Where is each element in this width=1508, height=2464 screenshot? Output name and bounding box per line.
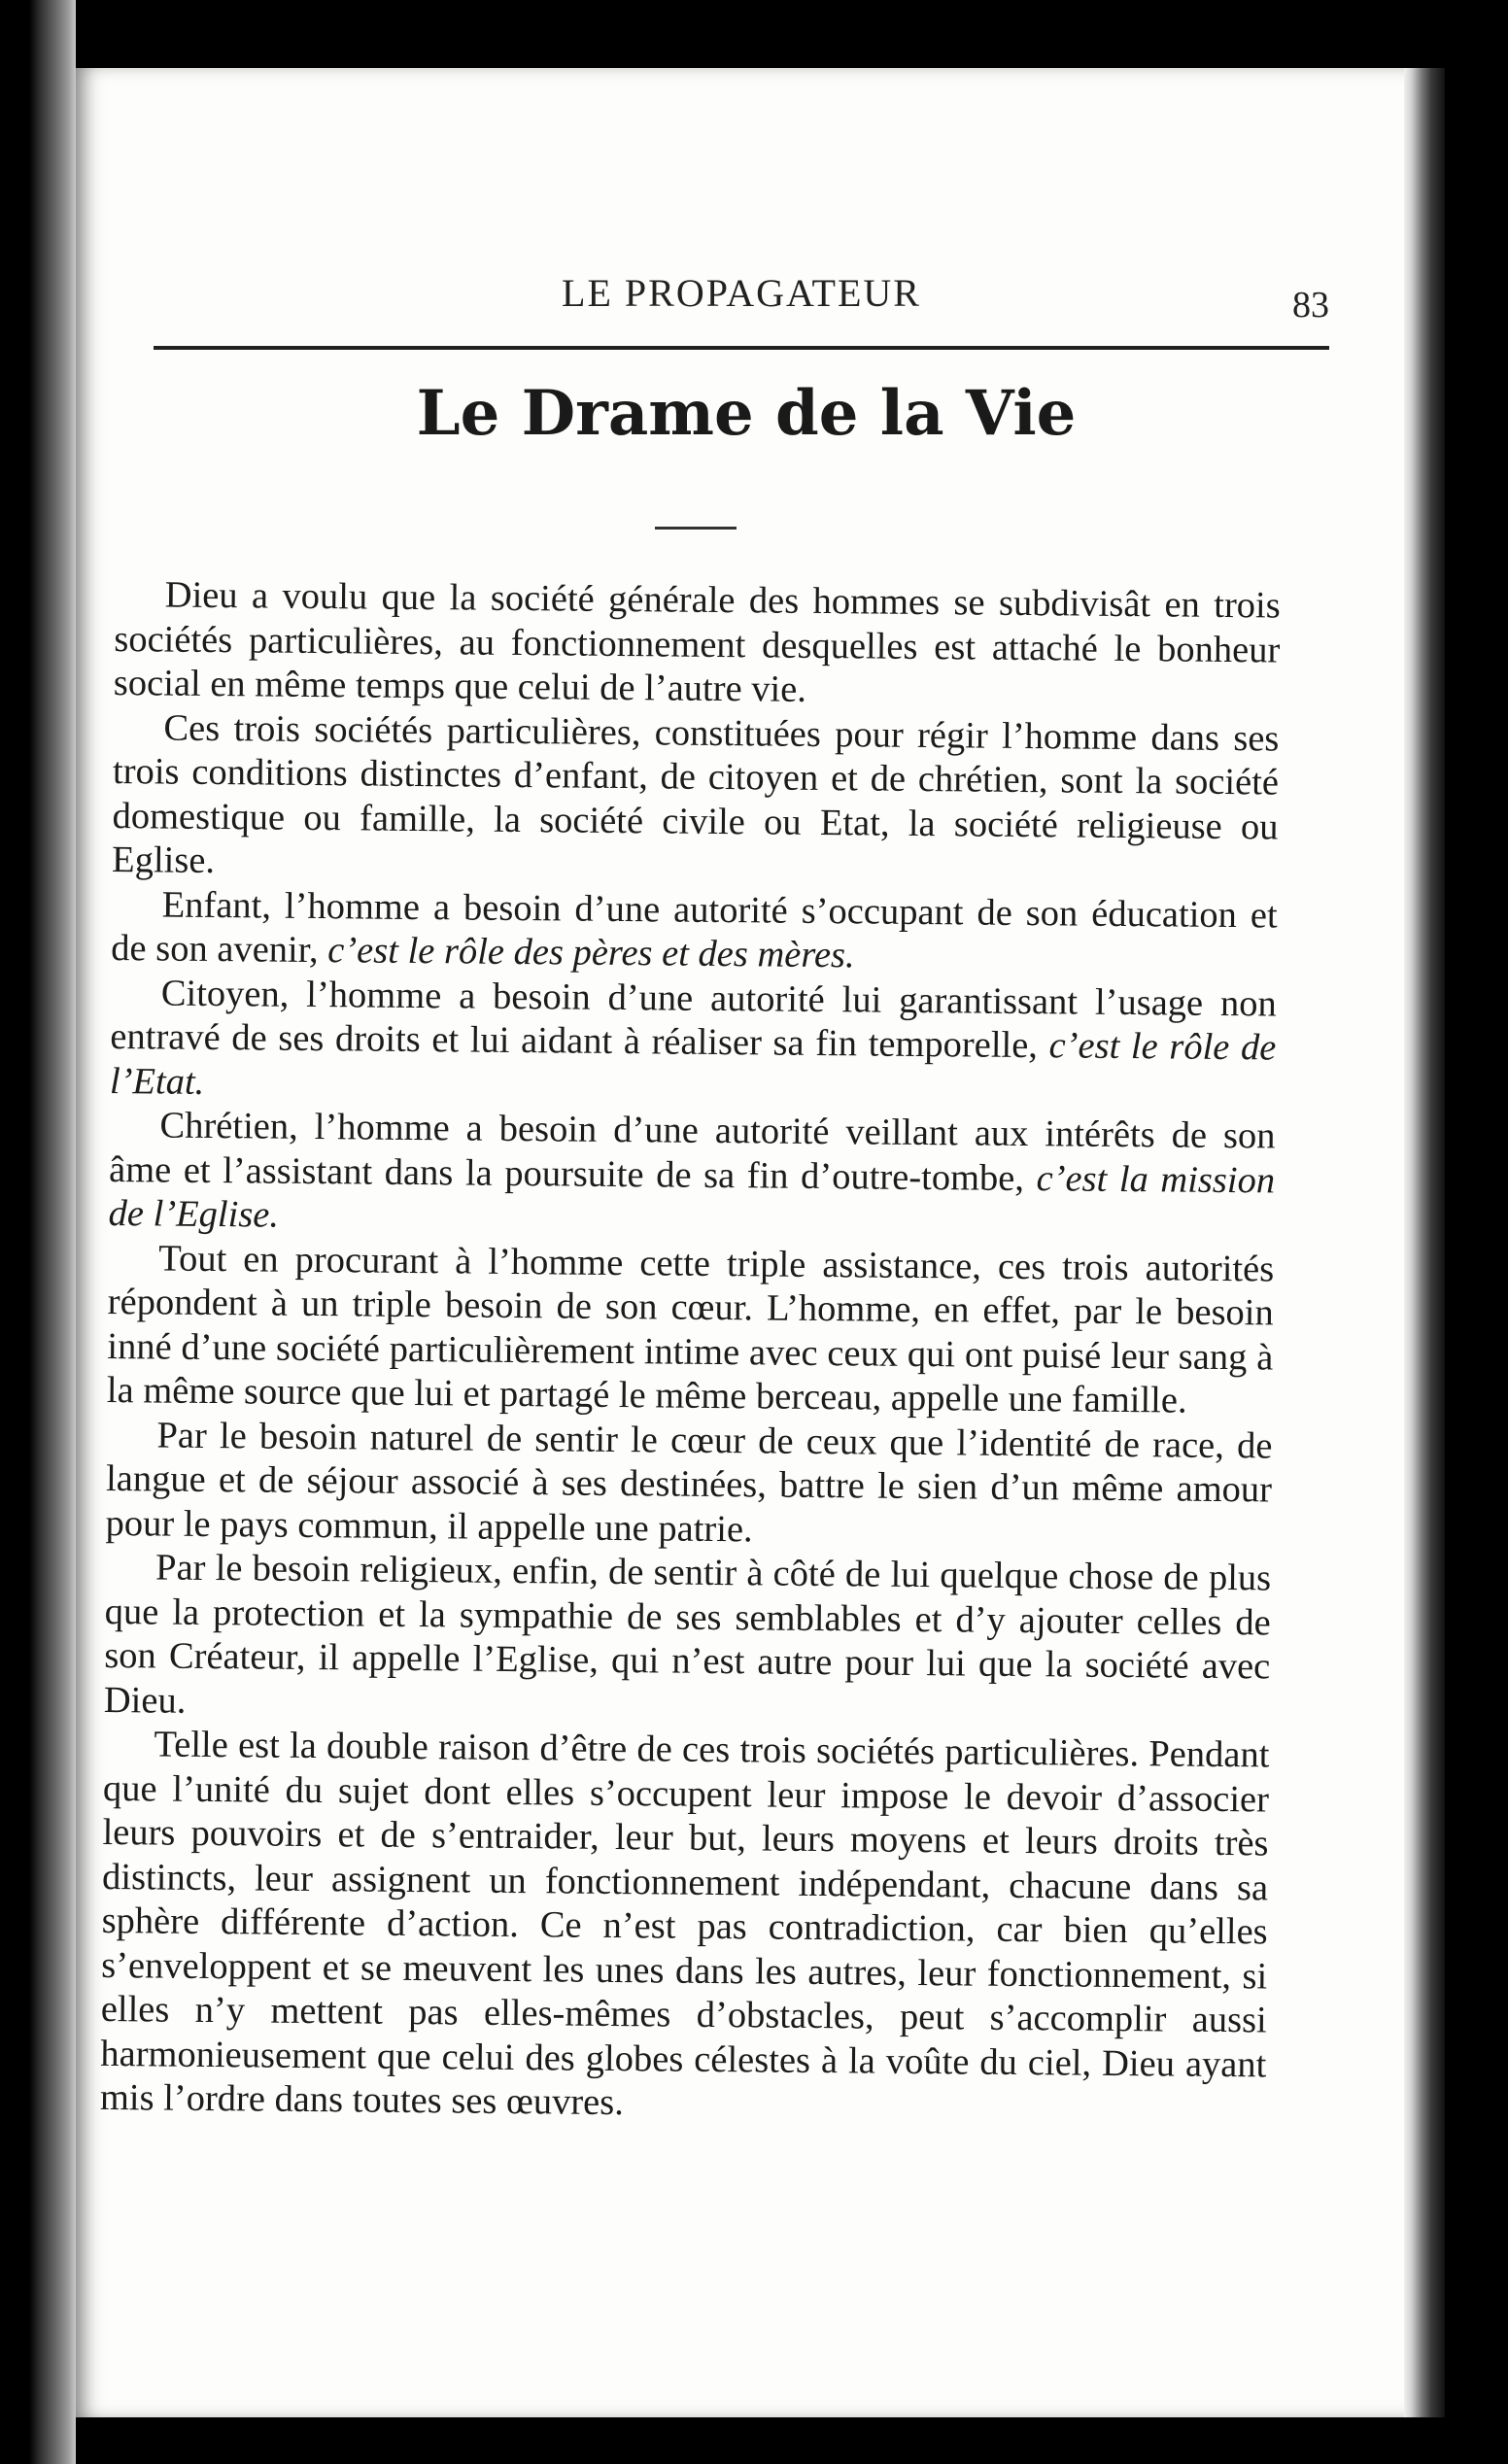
paragraph: Par le besoin religieux, enfin, de sentir à côté de lui quelque chose de plus que la protection et la sympathie de ses semblables et d’y ajouter celles de son Créateur, il appelle l’Eglise, qui n’est autre pour lui que la société avec Dieu. (103, 1547, 1272, 1722)
running-title: LE PROPAGATEUR (562, 271, 921, 315)
paragraph: Telle est la double raison d’être de ces trois sociétés particulières. Pendant que l’unité du sujet dont elles s’occupent leur impose le devoir d’associer leurs pouvoirs et de s’entraider, leur but, leurs moyens et leurs droits très distincts, leur assignent un fonctionnement indépendant, chacune dans sa sphère différente d’action. Ce n’est pas contradiction, car bien qu’elles s’enveloppent et se meuvent les unes dans les autres, leur fonctionnement, si elles n’y mettent pas elles-mêmes d’obstacles, peut s’accomplir aussi harmonieusement que celui des globes célestes à la voûte du ciel, Dieu ayant mis l’ordre dans toutes ses œuvres. (99, 1724, 1270, 2124)
paragraph: Chrétien, l’homme a besoin d’une autorité veillant aux intérêts de son âme et l’assistant dans la poursuite de sa fin d’outre-tombe, c’est la mission de l’Eglise. (108, 1105, 1276, 1236)
paragraph: Ces trois sociétés particulières, constituées pour régir l’homme dans ses trois conditions distinctes d’enfant, de citoyen et de chrétien, sont la société domestique ou famille, la société civile ou Etat, la société religieuse ou Eglise. (111, 706, 1280, 882)
paragraph: Par le besoin naturel de sentir le cœur de ceux que l’identité de race, de langue et de séjour associé à ses destinées, battre le sien d’un même amour pour le pays commun, il appelle une patrie. (105, 1414, 1273, 1550)
header-rule (154, 346, 1329, 350)
italic-phrase: c’est le rôle des pères et des mères. (327, 930, 855, 976)
paragraph: Tout en procurant à l’homme cette triple assistance, ces trois autorités répondent à un triple besoin de son cœur. L’homme, en effet, par le besoin inné d’une société particulièrement intime avec ceux qui ont puisé leur sang à la même source que lui et partagé le même berceau, appelle une famille. (106, 1237, 1275, 1421)
page-edge-shadow (1404, 68, 1445, 2417)
paragraph: Enfant, l’homme a besoin d’une autorité s’occupant de son éducation et de son avenir, c’est le rôle des pères et des mères. (111, 883, 1278, 976)
article-body (100, 573, 1281, 2132)
title-separator (655, 527, 737, 530)
page-number: 83 (1292, 285, 1329, 325)
page-header (154, 194, 1329, 340)
article-title: Le Drame de la Vie (416, 377, 1077, 450)
book-page (76, 68, 1417, 2417)
italic-phrase: c’est la mission de l’Eglise. (108, 1157, 1276, 1236)
paragraph: Citoyen, l’homme a besoin d’une autorité lui garantissant l’usage non entravé de ses droits et lui aidant à réaliser sa fin temporelle, c’est le rôle de l’Etat. (109, 972, 1278, 1103)
italic-phrase: c’est le rôle de l’Etat. (109, 1025, 1277, 1103)
paragraph: Dieu a voulu que la société générale des hommes se subdivisât en trois sociétés particulières, au fonctionnement desquelles est attaché le bonheur social en même temps que celui de l’autre vie. (113, 574, 1281, 710)
book-binding-shadow (0, 0, 76, 2464)
